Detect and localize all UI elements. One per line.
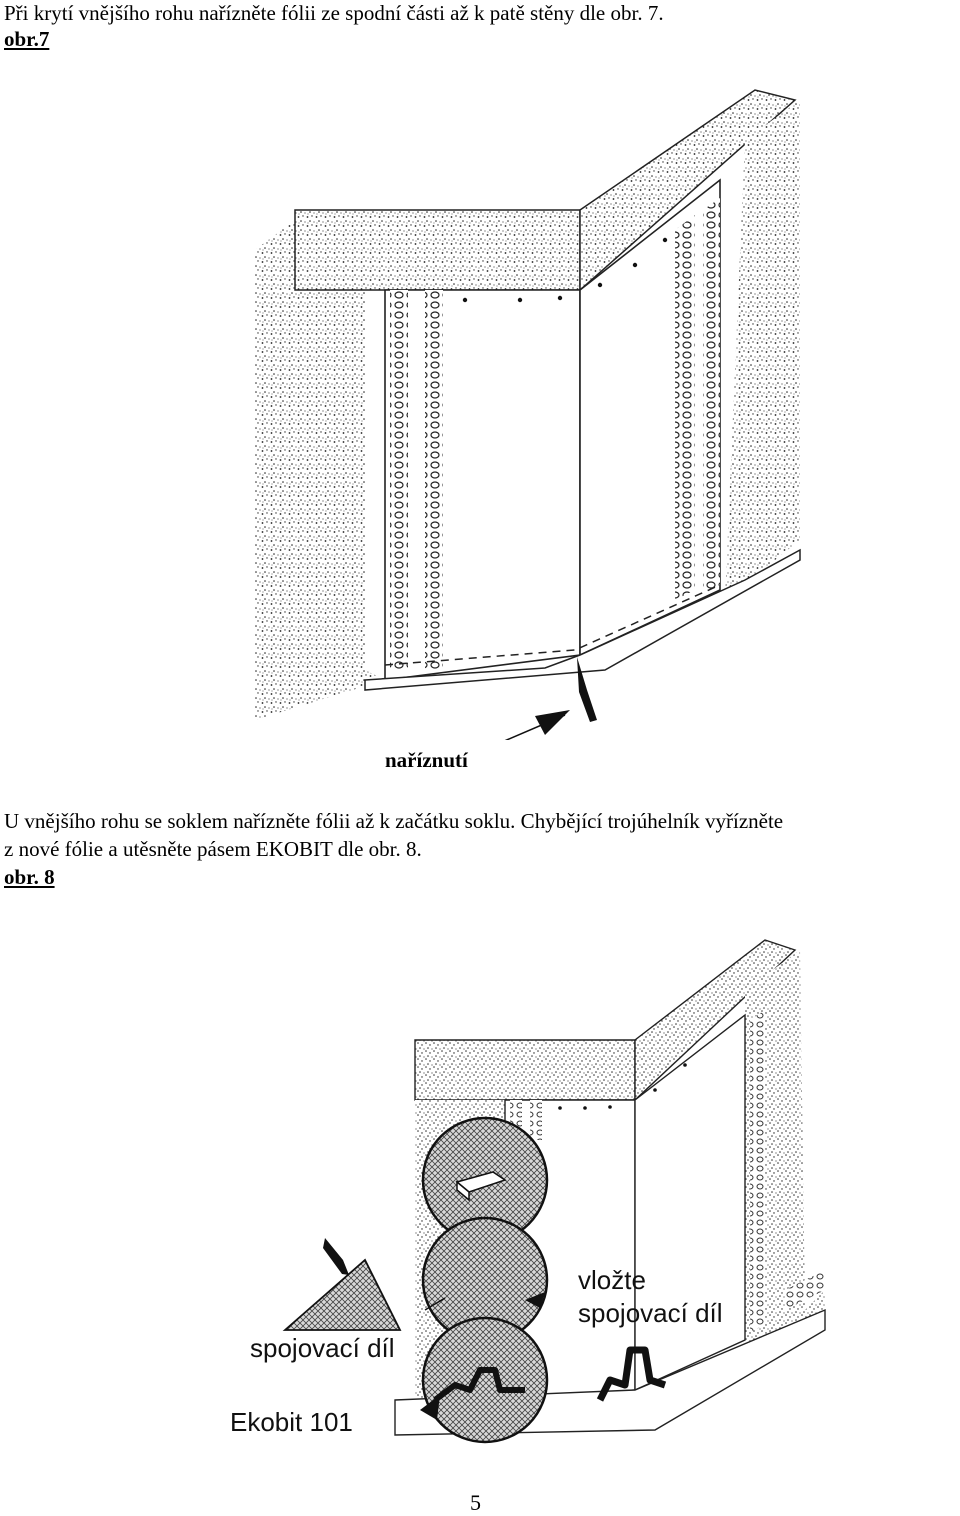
bead-strip-1 (390, 290, 408, 670)
foil-left-face (385, 290, 580, 680)
corner-paragraph-line-2: z nové fólie a utěsněte pásem EKOBIT dle obr. 8. (4, 837, 422, 861)
top-slab-left (295, 210, 580, 290)
figure-8-illustration (225, 930, 835, 1450)
top-slab-left (415, 1040, 635, 1100)
page-number: 5 (470, 1490, 481, 1515)
bead-strip-3 (750, 1010, 765, 1332)
detail-circle-3 (423, 1318, 547, 1442)
insert-label-line-1: vložte (578, 1265, 646, 1295)
cut-annotation: naříznutí (385, 748, 468, 772)
figure-7-label: obr.7 (4, 27, 50, 51)
figure-8-label: obr. 8 (4, 865, 55, 889)
bead-strip-4 (703, 198, 720, 592)
bead-strip-3 (675, 215, 695, 600)
right-wall-texture (725, 100, 800, 600)
bead-strip-2 (530, 1100, 542, 1140)
insert-label-line-2: spojovací díl (578, 1298, 723, 1328)
corner-paragraph-line-1: U vnějšího rohu se soklem nařízněte fólii až k začátku soklu. Chybějící trojúhelník vyřízněte (4, 809, 784, 833)
intro-paragraph: Při krytí vnějšího rohu nařízněte fólii ze spodní části až k patě stěny dle obr. 7. (4, 1, 664, 25)
knife-icon (323, 1238, 349, 1275)
arrow-head-icon (535, 710, 570, 735)
left-wall-texture (255, 220, 385, 720)
ekobit-label: Ekobit 101 (230, 1407, 353, 1437)
bead-strip-2 (425, 290, 443, 670)
connector-label: spojovací díl (250, 1333, 395, 1363)
figure-7-illustration (225, 80, 815, 740)
